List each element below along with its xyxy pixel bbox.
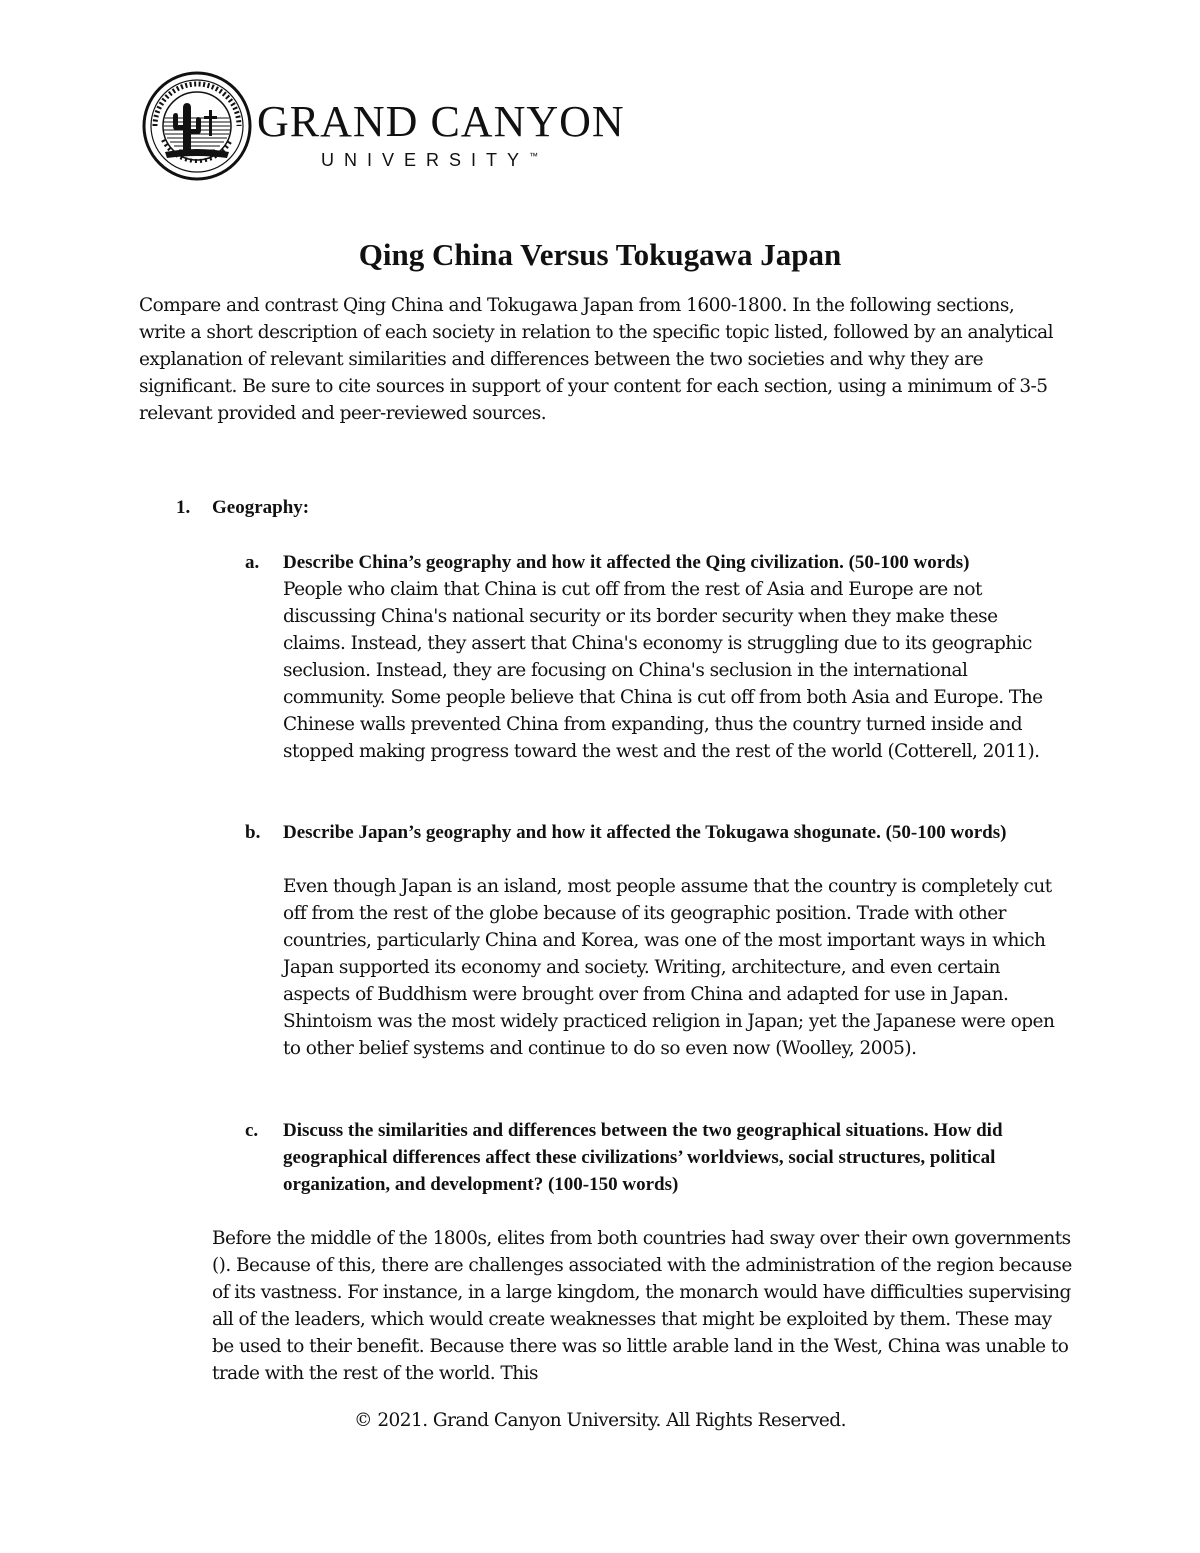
- item-question: Describe Japan’s geography and how it affected the Tokugawa shogunate. (50-100 words): [283, 822, 1007, 843]
- item-answer: Before the middle of the 1800s, elites from both countries had sway over their own governments (). Because of this, there are challenges associated with the administration of the region because of its vastness. For instance, in a large kingdom, the monarch would have difficulties supervising all of the leaders, which would create weaknesses that might be exploited by them. These may be used to their benefit. Because there was so little arable land in the West, China was unable to trade with the rest of the world. This: [212, 1228, 1072, 1384]
- section-number: 1.: [176, 497, 191, 518]
- intro-paragraph: Compare and contrast Qing China and Tokugawa Japan from 1600-1800. In the following sections, write a short description of each society in relation to the specific topic listed, followed by an analytical explanation of relevant similarities and differences between the two societies and why they are significant. Be sure to cite sources in support of your content for each section, using a minimum of 3-5 relevant provided and peer-reviewed sources.: [139, 295, 1053, 424]
- item-letter: c.: [245, 1120, 259, 1141]
- item-answer: Even though Japan is an island, most people assume that the country is completely cut off from the rest of the globe because of its geographic position. Trade with other countries, particularly China and Korea, was one of the most important ways in which Japan supported its economy and society. Writing, architecture, and even certain aspects of Buddhism were brought over from China and adapted for use in Japan. Shintoism was the most widely practiced religion in Japan; yet the Japanese were open to other belief systems and continue to do so even now (Woolley, 2005).: [283, 876, 1055, 1059]
- copyright-footer: © 2021. Grand Canyon University. All Rights Reserved.: [354, 1410, 846, 1431]
- university-subwordmark: UNIVERSITY™: [321, 150, 539, 170]
- university-logo: [141, 70, 625, 190]
- trademark-symbol: ™: [529, 151, 539, 161]
- item-letter: a.: [245, 552, 260, 573]
- list-item: [245, 819, 1065, 1062]
- list-item: [245, 1117, 1065, 1198]
- university-wordmark: GRAND CANYON: [257, 97, 625, 146]
- item-answer: People who claim that China is cut off from the rest of Asia and Europe are not discussing China's national security or its border security when they make these claims. Instead, they assert that China's economy is struggling due to its geographic seclusion. Instead, they are focusing on China's seclusion in the international community. Some people believe that China is cut off from both Asia and Europe. The Chinese walls prevented China from expanding, thus the country turned inside and stopped making progress toward the west and the rest of the world (Cotterell, 2011).: [283, 579, 1043, 762]
- item-letter: b.: [245, 822, 261, 843]
- item-question: Describe China’s geography and how it affected the Qing civilization. (50-100 words): [283, 552, 970, 573]
- item-answer-continued: [212, 1225, 1072, 1387]
- page-title: Qing China Versus Tokugawa Japan: [358, 237, 842, 272]
- item-question: Discuss the similarities and differences between the two geographical situations. How did geographical differences affect these civilizations’ worldviews, social structures, political organization, and development? (100-150 words): [283, 1120, 1003, 1195]
- section-title: Geography:: [212, 497, 310, 518]
- list-item: [245, 549, 1065, 765]
- university-seal-icon: [141, 70, 253, 182]
